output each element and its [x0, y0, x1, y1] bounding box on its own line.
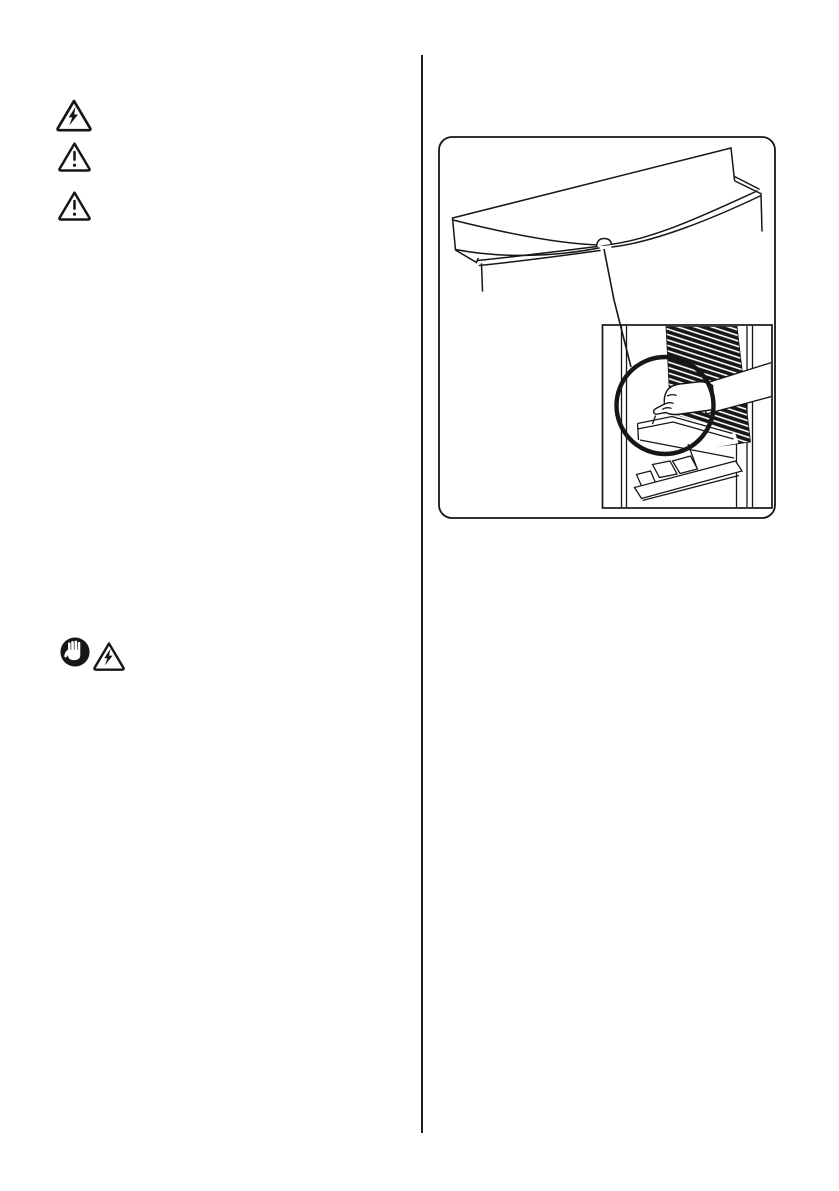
electrical-hazard-icon	[92, 638, 126, 675]
warning-icon	[57, 141, 92, 173]
worktop-removal-figure	[437, 135, 779, 521]
column-divider	[421, 55, 423, 1133]
electrical-hazard-icon	[55, 98, 93, 133]
no-touch-hand-icon	[58, 634, 92, 670]
warning-icon	[57, 190, 92, 222]
